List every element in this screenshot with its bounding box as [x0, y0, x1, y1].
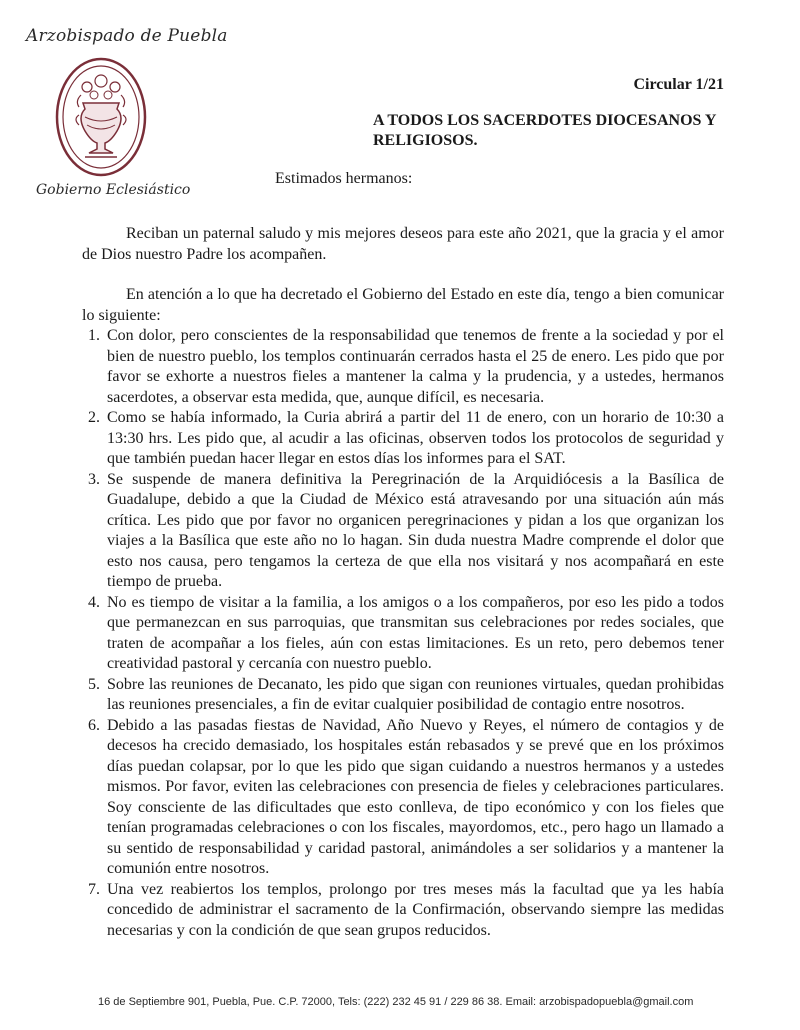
list-item — [82, 326, 724, 408]
list-item — [82, 675, 724, 716]
list-item — [82, 408, 724, 470]
footer-contact: 16 de Septiembre 901, Puebla, Pue. C.P. 72000, Tels: (222) 232 45 91 / 229 86 38. Email: arzobispadopuebla@gmail.com — [98, 996, 694, 1008]
list-item — [82, 716, 724, 880]
item-number: 5. — [88, 675, 100, 693]
archdiocese-seal-icon — [55, 57, 147, 177]
addressee-heading: A TODOS LOS SACERDOTES DIOCESANOS Y RELIGIOSOS. — [373, 112, 716, 149]
list-item — [82, 470, 724, 593]
item-text: Sobre las reuniones de Decanato, les pido que sigan con reuniones virtuales, quedan prohibidas las reuniones presenciales, a fin de evitar cualquier posibilidad de contagio entre nosotros. — [107, 675, 724, 713]
greeting-paragraph: Reciban un paternal saludo y mis mejores deseos para este año 2021, que la gracia y el amor de Dios nuestro Padre los acompañen. — [82, 225, 724, 263]
salutation: Estimados hermanos: — [275, 170, 413, 187]
letter-body — [82, 224, 724, 941]
letterhead-subtitle: Gobierno Eclesiástico — [36, 182, 191, 198]
item-text: Como se había informado, la Curia abrirá a partir del 11 de enero, con un horario de 10:30 a 13:30 hrs. Les pido que, al acudir a las oficinas, observen todos los protocolos de seguridad y que también puedan hacer llegar en estos días los informes para el SAT. — [107, 409, 724, 467]
item-number: 7. — [88, 880, 100, 898]
item-number: 3. — [88, 470, 100, 488]
list-item — [82, 880, 724, 942]
list-item — [82, 593, 724, 675]
item-text: No es tiempo de visitar a la familia, a los amigos o a los compañeros, por eso les pido a todos que permanezcan en sus parroquias, que transmitan sus celebraciones por redes sociales, que traten de acompañar a los fieles, aún con estas limitaciones. Es un reto, pero debemos tener creatividad pastoral y cercanía con nuestro pueblo. — [107, 593, 724, 672]
item-number: 1. — [88, 327, 100, 344]
item-text: Una vez reabiertos los templos, prolongo por tres meses más la facultad que ya les había concedido de administrar el sacramento de la Confirmación, observando siempre las medidas necesarias y con la condición de que sean grupos reducidos. — [107, 880, 724, 939]
item-number: 4. — [88, 593, 100, 611]
item-number: 2. — [88, 409, 100, 426]
instructions-list — [82, 326, 724, 941]
intro-paragraph: En atención a lo que ha decretado el Gobierno del Estado en este día, tengo a bien comunicar lo siguiente: — [82, 286, 724, 324]
item-number: 6. — [88, 716, 100, 734]
letterhead-title: Arzobispado de Puebla — [26, 26, 228, 46]
item-text: Debido a las pasadas fiestas de Navidad, Año Nuevo y Reyes, el número de contagios y de decesos ha crecido demasiado, los hospitales están rebasados y se prevé que en los próximos días puedan colapsar, por lo que les pido que sigan cuidando a nuestros hermanos y a ustedes mismos. Por favor, eviten las celebraciones con presencia de fieles y celebraciones particulares. Soy consciente de las dificultades que esto conlleva, de tipo económico y con los fieles que tenían programadas celebraciones o con los fiscales, mayordomos, etc., pero hago un llamado a su sentido de responsabilidad y caridad pastoral, animándoles a ser solidarios y a mantener la comunión entre nosotros. — [107, 716, 724, 877]
item-text: Con dolor, pero conscientes de la responsabilidad que tenemos de frente a la sociedad y por el bien de nuestro pueblo, los templos continuarán cerrados hasta el 25 de enero. Les pido que por favor se exhorte a nuestros fieles a mantener la calma y la prudencia, y a ustedes, hermanos sacerdotes, a observar esta medida, que, aunque difícil, es necesaria. — [107, 327, 724, 406]
item-text: Se suspende de manera definitiva la Peregrinación de la Arquidiócesis a la Basílica de Guadalupe, debido a que la Ciudad de México está atravesando por una situación aún más crítica. Les pido que por favor no organicen peregrinaciones y pidan a los que organizan los viajes a la Basílica que este año no lo hagan. Sin duda nuestra Madre comprende el dolor que esto nos causa, pero tengamos la certeza de que ella nos visitará y nos acompañará en este tiempo de prueba. — [107, 470, 724, 590]
circular-number: Circular 1/21 — [633, 76, 724, 93]
